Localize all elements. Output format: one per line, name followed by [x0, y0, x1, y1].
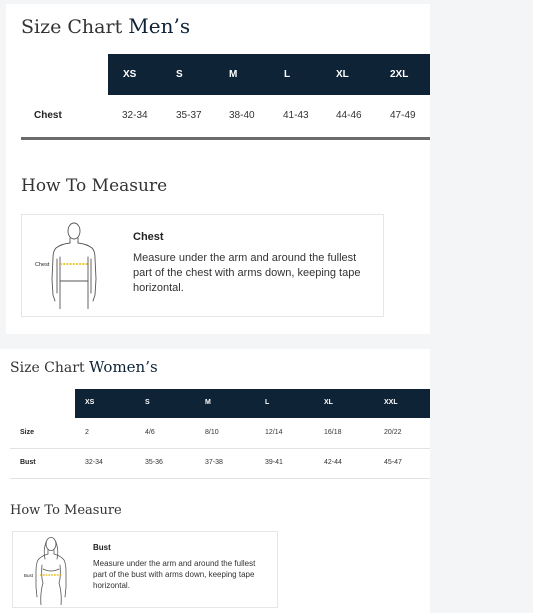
womens-measure-heading: Bust — [93, 543, 111, 552]
mens-size-chart-title: Size Chart Men’s — [21, 14, 191, 38]
mens-measure-card — [21, 214, 384, 317]
womens-size-chart-title: Size Chart Women’s — [10, 358, 158, 376]
womens-header-size: XL — [324, 399, 333, 406]
womens-row-label-bust: Bust — [20, 459, 36, 466]
mens-chest-value: 32-34 — [122, 110, 148, 121]
womens-measure-instructions: Measure under the arm and around the fullest part of the bust with arms down, keeping tape horizontal. — [93, 559, 256, 590]
womens-size-value: 16/18 — [324, 429, 342, 436]
mens-chest-value: 41-43 — [283, 110, 309, 121]
mens-size-chart-card — [6, 4, 430, 334]
womens-bust-value: 45-47 — [384, 459, 402, 466]
male-figure-illustration — [34, 221, 114, 309]
womens-size-value: 4/6 — [145, 429, 155, 436]
womens-header-size: L — [265, 399, 270, 406]
mens-header-size: XS — [123, 69, 137, 80]
womens-row-divider — [10, 448, 430, 449]
mens-chest-value: 44-46 — [336, 110, 362, 121]
womens-size-value: 2 — [85, 429, 89, 436]
womens-bust-value: 42-44 — [324, 459, 342, 466]
womens-header-size: XXL — [384, 399, 398, 406]
mens-header-size: L — [284, 69, 291, 80]
womens-how-to-measure-title: How To Measure — [10, 503, 122, 518]
womens-bust-value: 37-38 — [205, 459, 223, 466]
womens-header-size: S — [145, 399, 150, 406]
figure-label-chest: Chest — [35, 262, 50, 268]
womens-size-value: 20/22 — [384, 429, 402, 436]
mens-header-size: 2XL — [390, 69, 409, 80]
mens-header-size: S — [176, 69, 183, 80]
womens-row-label-size: Size — [20, 429, 35, 436]
womens-measure-card — [12, 531, 278, 608]
womens-header-size: M — [205, 399, 211, 406]
womens-row-divider — [10, 478, 430, 479]
mens-header-size: M — [229, 69, 238, 80]
womens-table-header-bar — [75, 389, 430, 418]
mens-chest-value: 47-49 — [390, 110, 416, 121]
mens-chest-value: 35-37 — [176, 110, 202, 121]
womens-bust-value: 39-41 — [265, 459, 283, 466]
mens-how-to-measure-title: How To Measure — [21, 176, 168, 196]
mens-measure-heading: Chest — [133, 231, 164, 243]
womens-size-chart-card — [0, 349, 430, 613]
mens-table-header-bar — [108, 54, 430, 95]
womens-size-value: 12/14 — [265, 429, 283, 436]
womens-bust-value: 32-34 — [85, 459, 103, 466]
womens-header-size: XS — [85, 399, 95, 406]
figure-label-bust: Bust — [24, 573, 34, 578]
female-figure-illustration — [21, 535, 81, 605]
mens-chest-value: 38-40 — [229, 110, 255, 121]
womens-bust-value: 35-36 — [145, 459, 163, 466]
mens-header-size: XL — [336, 69, 349, 80]
mens-measure-instructions: Measure under the arm and around the fullest part of the chest with arms down, keeping tape horizontal. — [133, 252, 361, 294]
mens-table-divider — [21, 137, 430, 140]
mens-row-label-chest: Chest — [34, 110, 62, 121]
womens-size-value: 8/10 — [205, 429, 219, 436]
